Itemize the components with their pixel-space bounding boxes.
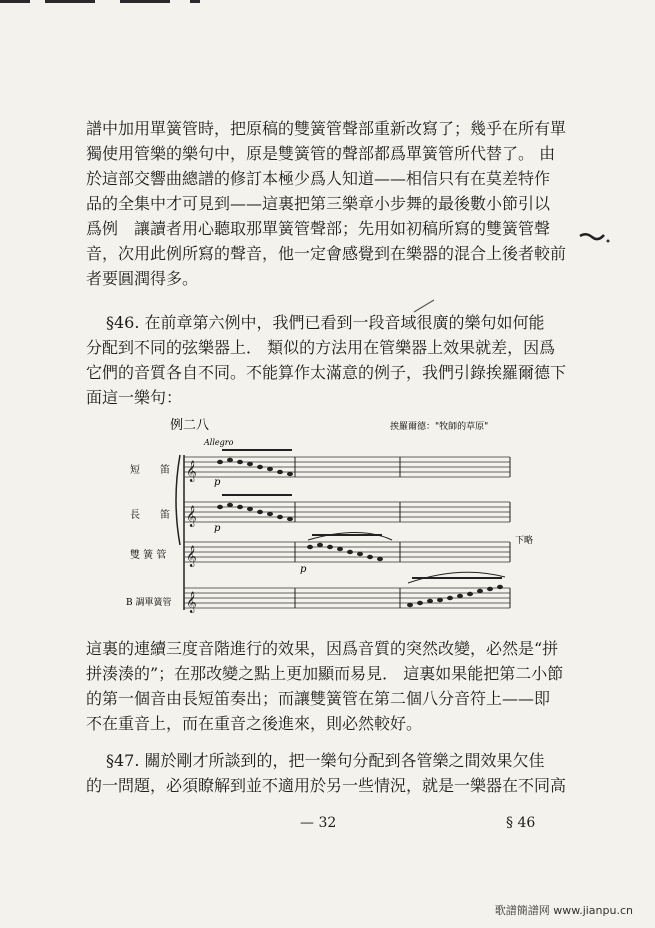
instrument-label: B 調單簧管 bbox=[126, 598, 172, 608]
text-line: 不在重音上，而在重音之後進來，則必然較好。 bbox=[86, 714, 423, 733]
example-source: 挨羅爾德："牧師的草原" bbox=[390, 422, 489, 432]
treble-clef-icon bbox=[186, 461, 197, 613]
paragraph-1 bbox=[86, 116, 567, 291]
text-line: 品的全集中才可見到——這裏把第三樂章小步舞的最後數小節引以 bbox=[86, 194, 551, 213]
svg-text:𝄞: 𝄞 bbox=[186, 461, 197, 482]
pencil-mark-icon bbox=[412, 298, 436, 314]
text-line: 譜中加用單簧管時，把原稿的雙簧管聲部重新改寫了；幾乎在所有單 bbox=[86, 119, 567, 138]
page-number: — 32 bbox=[300, 815, 337, 831]
svg-text:p: p bbox=[214, 477, 221, 488]
annotation: 下略 bbox=[515, 536, 534, 546]
svg-text:p: p bbox=[300, 564, 307, 575]
example-number: 例二八 bbox=[170, 418, 210, 433]
top-rule bbox=[0, 0, 30, 3]
top-rule bbox=[45, 0, 95, 3]
svg-text:𝄞: 𝄞 bbox=[186, 506, 197, 527]
paragraph-2 bbox=[86, 310, 567, 410]
paragraph-3 bbox=[86, 636, 564, 736]
top-rule bbox=[120, 0, 170, 3]
text-line: 獨使用管樂的樂句中，原是雙簧管的聲部都爲單簧管所代替了。 由 bbox=[86, 144, 556, 163]
text-line: 於這部交響曲總譜的修訂本極少爲人知道——相信只有在莫差特作 bbox=[86, 169, 551, 188]
paragraph-4 bbox=[86, 748, 567, 798]
music-example bbox=[126, 415, 560, 615]
instrument-label: 長 笛 bbox=[130, 510, 170, 521]
instrument-label: 雙 簧 管 bbox=[130, 550, 167, 561]
text-line: 音，次用此例所寫的聲音，他一定會感覺到在樂器的混合上後者較前 bbox=[86, 244, 567, 263]
text-line: 分配到不同的弦樂器上． 類似的方法用在管樂器上效果就差，因爲 bbox=[86, 338, 556, 357]
tempo-marking: Allegro bbox=[204, 438, 234, 447]
text-line: 者要圓潤得多。 bbox=[86, 269, 199, 288]
top-rule bbox=[190, 0, 200, 3]
text-line: 拼湊湊的”；在那改變之點上更加顯而易見． 這裏如果能把第二小節 bbox=[86, 664, 564, 683]
ink-smudge-icon bbox=[578, 228, 612, 246]
text-line: 的一問題，必須瞭解到並不適用於另一些情況，就是一樂器在不同高 bbox=[86, 776, 567, 795]
svg-text:𝄞: 𝄞 bbox=[186, 592, 197, 613]
section-reference: § 46 bbox=[506, 815, 536, 831]
text-line: §46. 在前章第六例中，我們已看到一段音域很廣的樂句如何能 bbox=[106, 313, 545, 332]
text-line: 的第一個音由長短笛奏出；而讓雙簧管在第二個八分音符上——即 bbox=[86, 689, 551, 708]
instrument-label: 短 笛 bbox=[130, 465, 170, 476]
svg-text:p: p bbox=[214, 523, 221, 534]
svg-text:𝄞: 𝄞 bbox=[186, 546, 197, 567]
slur bbox=[308, 533, 392, 541]
text-line: §47. 關於剛才所談到的，把一樂句分配到各管樂之間效果欠佳 bbox=[106, 751, 545, 770]
dynamics bbox=[214, 477, 307, 575]
text-line: 爲例 讓讀者用心聽取那單簧管聲部；先用如初稿所寫的雙簧管聲 bbox=[86, 219, 551, 238]
text-line: 它們的音質各自不同。不能算作太滿意的例子，我們引錄挨羅爾德下 bbox=[86, 363, 567, 382]
barlines bbox=[295, 457, 510, 608]
watermark: 歌譜簡譜网 www.jianpu.cn bbox=[494, 904, 633, 917]
system-brace bbox=[176, 455, 184, 610]
text-line: 這裏的連續三度音階進行的效果，因爲音質的突然改變，必然是“拼 bbox=[86, 639, 559, 658]
text-line: 面這一樂句： bbox=[86, 388, 183, 407]
